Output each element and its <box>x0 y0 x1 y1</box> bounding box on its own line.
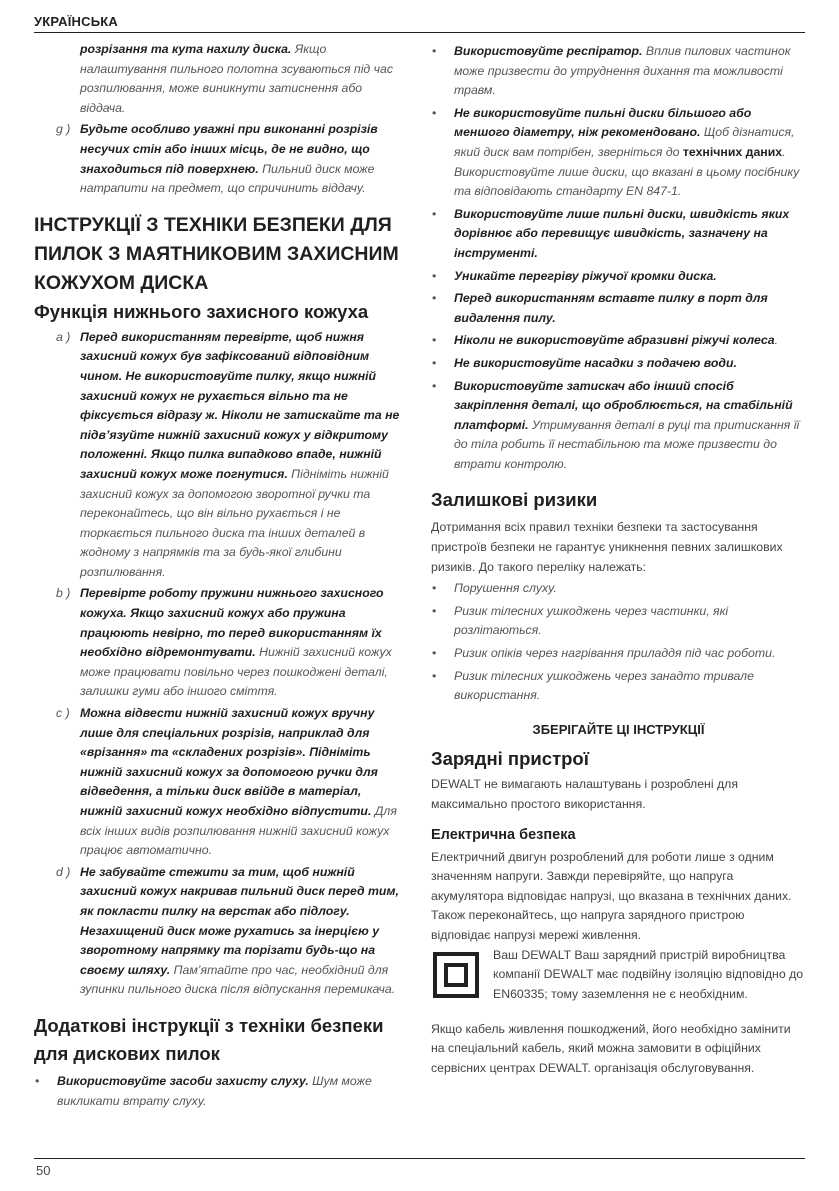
electrical-text: Електричний двигун розроблений для роботи лише з одним значенням напруги. Завжди перевіряйте, що напруга акумулятора відповідає напрузі, що вказана в технічних даних. Також переконайтесь, що напруга зарядного пристрою відповідає напрузі мережі живлення. <box>431 849 792 942</box>
insulation-block <box>431 946 806 1020</box>
list-item: • Ризик опіків через нагрівання приладдя під час роботи. <box>432 646 776 661</box>
bullet-item: • Перед використанням вставте пилку в порт для видалення пилу. <box>432 291 768 325</box>
footer-divider <box>34 1158 805 1159</box>
insulation-text: Ваш DEWALT Ваш зарядний пристрій виробництва компанії DEWALT має подвійну ізоляцію відповідно до EN60335; тому заземлення не є необхідним. <box>493 947 804 1001</box>
bullet-item: • Не використовуйте насадки з подачею води. <box>432 355 737 370</box>
list-item-d: d ) Не забувайте стежити за тим, щоб нижній захисний кожух накривав пильний диск перед тим, як покласти пилку на верстак або підлогу. Незахищений диск може рухатись за інерцією у зворотному напрямку та порізати будь-що на своєму шляху. Пам’ятайте про час, необхідний для зупинки пильного диска після відпускання перемикача. <box>56 864 399 997</box>
save-instructions: ЗБЕРІГАЙТЕ ЦІ ІНСТРУКЦІЇ <box>532 721 705 737</box>
list-item-b: b ) Перевірте роботу пружини нижнього захисного кожуха. Якщо захисний кожух або пружина працюють невірно, то перед використанням їх необхідно відремонтувати. Нижній захисний кожух може працювати повільно через пошкоджені деталі, залишки гуми або іншого сміття. <box>56 586 392 699</box>
right-column <box>431 40 806 1078</box>
list-item-c: c ) Можна відвести нижній захисний кожух вручну лише для спеціальних розрізів, наприклад для «врізання» та «складених розрізів». Підніміть нижній захисний кожух за допомогою ручки для відведення, а тільки диск ввійде в матеріал, нижній захисний кожух необхідно відпустити. Для всіх інших видів розпилювання нижній захисний кожух працює автоматично. <box>56 706 397 858</box>
double-insulation-icon <box>433 952 479 998</box>
list-item: • Ризик тілесних ушкоджень через занадто тривале використання. <box>432 668 754 703</box>
electrical-safety-heading: Електрична безпека <box>431 826 576 843</box>
bullet-item: • Використовуйте засоби захисту слуху. Шум може викликати втрату слуху. <box>35 1073 372 1108</box>
bullet-item: • Використовуйте респіратор. Вплив пилових частинок може призвести до утруднення дихання та можливості травм. <box>432 44 791 98</box>
bullet-item: • Ніколи не використовуйте абразивні ріжучі колеса. <box>432 333 779 348</box>
language-header: УКРАЇНСЬКА <box>34 14 118 29</box>
additional-heading: Додаткові інструкції з техніки безпеки для дискових пилок <box>34 1014 384 1064</box>
list-item: • Ризик тілесних ушкоджень через частинки, які розлітаються. <box>432 603 729 638</box>
residual-intro: Дотримання всіх правил техніки безпеки та застосування пристроїв безпеки не гарантує уникнення певних залишкових ризиків. До такого переліку належать: <box>431 520 783 574</box>
bullet-item: • Використовуйте затискач або інший спосіб закріплення деталі, що оброблюється, на стабільній платформі. Утримування деталі в руці та притискання її до тіла робить її нестабільною та може призвести до втрати контролю. <box>432 378 800 471</box>
bullet-item: • Використовуйте лише пильні диски, швидкість яких дорівнює або перевищує швидкість, зазначену на інструменті. <box>432 206 790 260</box>
sub-heading: Функція нижнього захисного кожуха <box>34 300 369 322</box>
page-number: 50 <box>36 1163 51 1178</box>
list-item-a: a ) Перед використанням перевірте, щоб нижня захисний кожух був зафіксований відповідним чином. Не використовуйте пилку, якщо нижній захисний кожух не рухається вільно та не фіксується відразу ж. Ніколи не затискайте та не підв’язуйте нижній захисний кожух у відкритому положенні. Якщо пилка випадково впаде, нижній захисний кожух може погнутися. Підніміть нижній захисний кожух за допомогою зворотної ручки та переконайтесь, що він вільно рухається і не торкається пильного диска та інших деталей в жодному з напрямків та за будь-якої глибини розпилювання. <box>56 329 400 579</box>
cable-text: Якщо кабель живлення пошкоджений, його необхідно замінити на спеціальний кабель, який можна замовити в офіційних сервісних центрах DEWALT. організація обслуговування. <box>431 1021 791 1075</box>
bullet-item: • Не використовуйте пильні диски більшого або меншого діаметру, ніж рекомендовано. Щоб дізнатися, який диск вам потрібен, зверніться до технічних даних. Використовуйте лише диски, що вказані в цьому посібнику та відповідають стандарту EN 847-1. <box>432 105 800 199</box>
chargers-heading: Зарядні пристрої <box>431 748 589 770</box>
main-heading: ІНСТРУКЦІЇ З ТЕХНІКИ БЕЗПЕКИ ДЛЯ ПИЛОК З МАЯТНИКОВИМ ЗАХИСНИМ КОЖУХОМ ДИСКА <box>34 213 399 294</box>
bullet-item: • Уникайте перегріву ріжучої кромки диска. <box>432 268 717 283</box>
left-column <box>34 40 406 1114</box>
header-divider <box>34 32 805 33</box>
intro-paragraph: розрізання та кута нахилу диска. Якщо налаштування пильного полотна зсуваються під час розпилювання, може виникнути затиснення або віддача. <box>80 42 393 115</box>
list-item-g: g ) Будьте особливо уважні при виконанні розрізів несучих стін або інших місць, де не видно, що знаходиться під поверхнею. Пильний диск може натрапити на предмет, що спричинить віддачу. <box>56 122 378 196</box>
residual-risks-heading: Залишкові ризики <box>431 489 598 511</box>
chargers-text: DEWALT не вимагають налаштувань і розроблені для максимально простого використання. <box>431 777 739 811</box>
list-item: • Порушення слуху. <box>432 581 557 596</box>
